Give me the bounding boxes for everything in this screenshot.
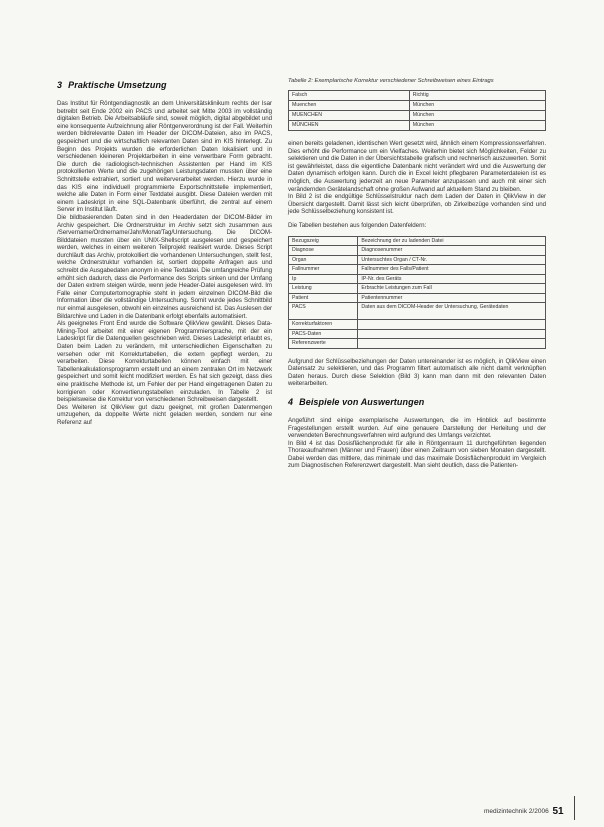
table-2-header-row <box>289 91 546 101</box>
table-cell: Muenchen <box>289 101 410 111</box>
right-paragraph-3: Die Tabellen bestehen aus folgenden Datenfeldern: <box>288 221 427 229</box>
table-cell: Fallnummer <box>289 265 358 275</box>
right-paragraph-2: In Bild 2 ist die endgültige Schlüsselstruktur nach dem Laden der Daten in QlikView in der Übersicht dargestellt. Damit lässt sich leicht überprüfen, ob Zirkelbezüge vorhanden sind und jede Schlüsselbeziehung konsistent ist. <box>288 193 546 216</box>
table-cell: MUENCHEN <box>289 111 410 121</box>
table-cell: Erbrachte Leistungen zum Fall <box>358 284 546 294</box>
right-paragraph-4: Aufgrund der Schlüsselbeziehungen der Daten untereinander ist es möglich, in QlikView einen Datensatz zu selektieren, und das Programm filtert automatisch alle nicht damit verknüpften Daten heraus. Durch diese Selektion (Bild 3) kann man dann mit den relevanten Daten weiterarbeiten. <box>288 357 546 388</box>
section-4-heading <box>288 397 546 407</box>
table-cell <box>358 329 546 339</box>
section-3-paragraph-3: Als geeignetes Front End wurde die Software QlikView gewählt. Dieses Data-Mining-Tool arbeitet mit einer eigenen Programmiersprache, mit der ein Ladeskript für die Datenquellen geschrieben wird. Dieses Ladeskript erlaubt es, Daten beim Laden zu verändern, mit unterschiedlichen Eigenschaften zu versehen oder mit Korrekturtabellen, die extern gepflegt werden, zu verarbeiten. Diese Korrekturtabellen können einfach mit einer Tabellenkalkulationsprogramm erstellt und an einem zentralen Ort im Netzwerk gespeichert und somit leicht modifiziert werden. Es hat sich gezeigt, dass dies eine praktische Methode ist, um Fehler der per Hand eingetragenen Daten zu korrigieren oder Konvertierungstabellen einzuladen. In Tabelle 2 ist beispielsweise die Korrektur von verschiedenen Schreibweisen dargestellt. <box>57 320 272 404</box>
table-row <box>289 121 546 131</box>
section-4-title: Beispiele von Auswertungen <box>299 396 425 407</box>
table-row <box>289 246 546 256</box>
table-cell: Patientennummer <box>358 293 546 303</box>
table-cell: München <box>409 111 545 121</box>
table-cell: München <box>409 101 545 111</box>
table-cell: Fallnummer des Falls/Patient <box>358 265 546 275</box>
table-cell <box>358 320 546 330</box>
page-footer <box>484 805 564 816</box>
footer-divider <box>574 796 575 820</box>
table-row <box>289 265 546 275</box>
section-4-paragraph-2: In Bild 4 ist das Dosisflächenprodukt für alle in Röntgenraum 11 durchgeführten liegenden Thoraxaufnahmen (Männer und Frauen) über einen Zeitraum von sieben Monaten dargestellt. Dabei werden das mittlere, das minimale und das maximale Dosisflächenprodukt im Vergleich zum Diagnostischen Referenzwert dargestellt. Man sieht deutlich, dass die Patienten- <box>288 439 546 470</box>
table-cell: PACS-Daten <box>289 329 358 339</box>
table-cell: Daten aus dem DICOM-Header der Untersuchung, Gerätedaten <box>358 303 546 320</box>
journal-name: medizintechnik 2/2006 <box>484 808 549 815</box>
table-cell: Leistung <box>289 284 358 294</box>
table-2 <box>288 90 546 131</box>
page-number: 51 <box>552 806 564 817</box>
table-cell: PACS <box>289 303 358 320</box>
table-2-header-cell: Richtig <box>409 91 545 101</box>
section-3-title: Praktische Umsetzung <box>68 80 167 90</box>
table-cell: IP-Nr. des Geräts <box>358 274 546 284</box>
table-2-header-cell: Falsch <box>289 91 410 101</box>
left-column <box>57 80 272 427</box>
table-row <box>289 320 546 330</box>
table-2-caption: Tabelle 2: Exemplarische Korrektur verschiedener Schreibweisen eines Eintrags <box>288 78 494 84</box>
table-row <box>289 339 546 349</box>
table-row <box>289 236 546 246</box>
table-row <box>289 284 546 294</box>
table-cell <box>358 339 546 349</box>
table-cell: München <box>409 121 545 131</box>
right-paragraph-1: einen bereits geladenen, identischen Wert gesetzt wird, ähnlich einem Kompressionsverfahren. Dies erhöht die Performance um ein Vielfaches. Weiterhin bietet sich Möglichkeiten, Felder zu selektieren und die Daten in der Übersichtstabelle grafisch und rechnerisch auszuwerten. Somit ist gewährleistet, dass die eigentliche Datenbank nicht verändert wird und die Auswertung der Daten dynamisch erfolgen kann. Durch die in Excel leicht pflegbaren Parameterdateien ist es möglich, die Auswertung jederzeit an neue Parameter anzupassen und auch mit einer sich verändernden Gerätelandschaft ohne großen Aufwand auf aktuellem Stand zu bleiben. <box>288 140 546 193</box>
table-cell: Patient <box>289 293 358 303</box>
section-3-paragraph-4: Des Weiteren ist QlikView gut dazu geeignet, mit großen Datenmengen umzugehen, da doppelte Werte nicht geladen werden, sondern nur eine Referenz auf <box>57 403 272 426</box>
table-cell: Korrekturfaktoren <box>289 320 358 330</box>
section-3-number: 3 <box>57 80 63 90</box>
table-row <box>289 293 546 303</box>
table-cell: Organ <box>289 255 358 265</box>
section-3-heading <box>57 80 272 90</box>
table-cell: Ip <box>289 274 358 284</box>
table-3 <box>288 236 546 349</box>
table-cell: MÜNCHEN <box>289 121 410 131</box>
table-cell: Bezeichnung der zu ladenden Datei <box>358 236 546 246</box>
table-cell: Diagnose <box>289 246 358 256</box>
table-cell: Bezugszeig <box>289 236 358 246</box>
table-row <box>289 255 546 265</box>
section-3-paragraph-2: Die bildbasierenden Daten sind in den Headerdaten der DICOM-Bilder im Archiv gespeichert. Die Ordnerstruktur im Archiv setzt sich zusammen aus /Servername/Ordnername/Jahr/Monat/Tag/Untersuchung. Die DICOM-Bilddateien mussten über ein UNIX-Shellscript ausgelesen und gespeichert werden, welches in einem weiteren Teilprojekt realisiert wurde. Dieses Script durchläuft das Archiv, protokolliert die vorhandenen Untersuchungen, stellt fest, welche Ordnerstruktur vorhanden ist, sortiert doppelte Anfragen aus und schreibt die Ausgabedaten anonym in eine Textdatei. Die umfangreiche Prüfung erhöht sich dadurch, dass die Performance des Scripts sinken und der Umfang der Daten extrem steigen würde, wenn jede Header-Datei ausgelesen wird. Im Falle einer Computertomographie steht in jedem einzelnen DICOM-Bild die Information über die vollständige Untersuchung. Somit wurde jedes Schnittbild nur einmal ausgelesen, obwohl ein einzelnes ausreichend ist. Das Auslesen der Bildarchive und Laden in die Datenbank erfolgt ebenfalls automatisiert. <box>57 213 272 320</box>
table-row <box>289 111 546 121</box>
table-row <box>289 101 546 111</box>
table-cell: Diagnosenummer <box>358 246 546 256</box>
table-row <box>289 303 546 320</box>
section-4-paragraph-1: Angeführt sind einige exemplarische Auswertungen, die im Hinblick auf bestimmte Fragestellungen erstellt wurden. Auf eine genauere Darstellung der Herleitung und der verwendeten Berechnungsverfahren wird aufgrund des Umfangs verzichtet. <box>288 416 546 440</box>
section-3-paragraph-1: Das Institut für Röntgendiagnostik an dem Universitätsklinikum rechts der Isar betreibt seit Ende 2002 ein PACS und arbeitet seit Mitte 2003 im vollständig digitalen Betrieb. Die Arbeitsabläufe sind, soweit möglich, digital abgebildet und eine konsequente Aufzeichnung aller Röntgenverordnung ist der Fall. Weiterhin werden bildrelevante Daten im Header der DICOM-Dateien, also im PACS, gespeichert und die wirtschaftlich relevanten Daten sind im KIS hinterlegt. Zu Beginn des Projekts wurden die erforderlichen Daten lokalisiert und in verschiedenen kleineren Projektarbeiten in eine verwertbare Form gebracht. Die durch die radiologisch-technischen Assistenten per Hand im KIS protokollierten Werte und die zugehörigen Leistungsdaten mussten über eine Schnittstelle extrahiert, sortiert und weiterverarbeitet werden. Hierzu wurde in das KIS eine individuell programmierte Exportschnittstelle implementiert, welche alle Daten in Form einer Textdatei ausgibt. Diese Dateien werden mit einem Ladeskript in eine SQL-Datenbank überführt, die zentral auf einem Server im Institut läuft. <box>57 100 272 214</box>
table-cell: Untersuchtes Organ / CT-Nr. <box>358 255 546 265</box>
section-4-number: 4 <box>288 396 294 407</box>
table-row <box>289 329 546 339</box>
right-column <box>288 78 546 470</box>
table-cell: Referenzwerte <box>289 339 358 349</box>
table-row <box>289 274 546 284</box>
